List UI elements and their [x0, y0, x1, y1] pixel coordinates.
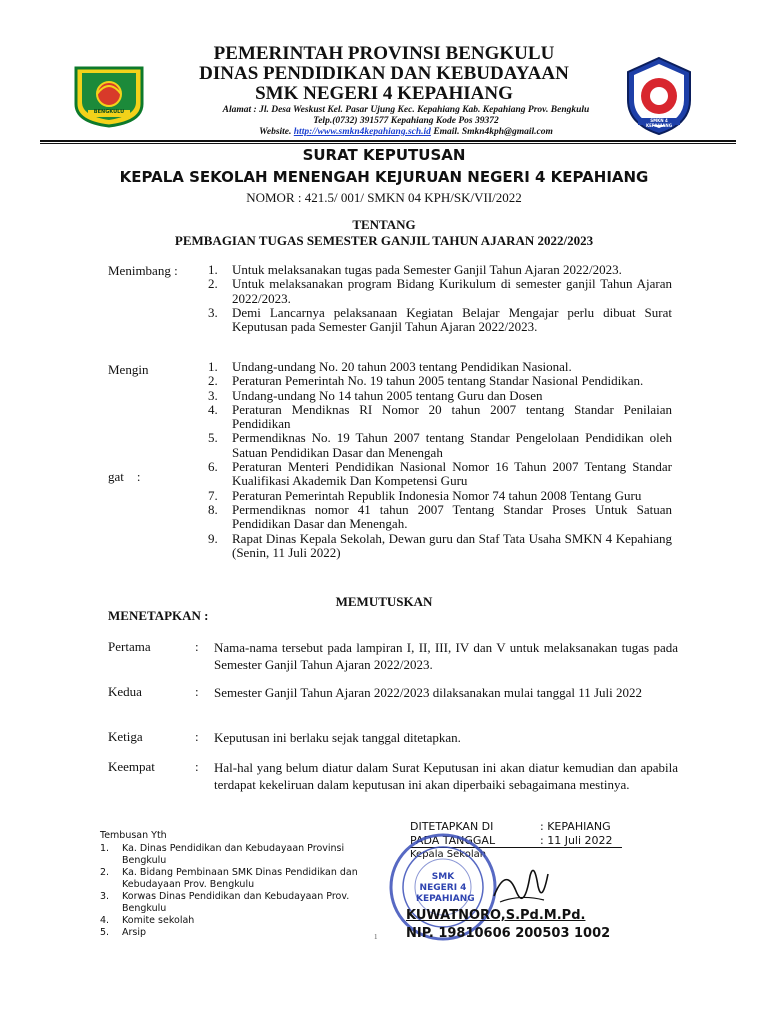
decision-4-label: Keempat — [108, 759, 155, 774]
decree-subtitle: KEPALA SEKOLAH MENENGAH KEJURUAN NEGERI 4 KEPAHIANG — [119, 168, 649, 186]
list-item: 9. Rapat Dinas Kepala Sekolah, Dewan guru dan Staf Tata Usaha SMKN 4 Kepahiang (Senin, 11 Juli 2022) — [208, 530, 672, 560]
list-item: 7. Peraturan Pemerintah Republik Indonesia Nomor 74 tahun 2008 Tentang Guru — [208, 487, 642, 503]
header-rule-thick — [40, 140, 736, 142]
decision-2-colon: : — [195, 684, 199, 699]
decision-4-text: Hal-hal yang belum diatur dalam Surat Keputusan ini akan diatur kemudian dan apabila terdapat kekeliruan dalam keputusan ini akan diperbaiki sebagaimana mestinya. — [214, 760, 678, 792]
memutuskan-heading: MEMUTUSKAN — [335, 594, 433, 609]
decision-4-colon: : — [195, 759, 199, 774]
decision-1-colon: : — [195, 639, 199, 654]
header-contact — [22, 127, 768, 137]
list-item: 2. Ka. Bidang Pembinaan SMK Dinas Pendidikan dan Kebudayaan Prov. Bengkulu — [100, 867, 358, 890]
decision-1-text: Nama-nama tersebut pada lampiran I, II, III, IV dan V untuk melaksanakan tugas pada Semester Ganjil Tahun Ajaran 2022/2023. — [214, 640, 678, 672]
school-logo-label: SMKN 4 KEPAHIANG — [645, 118, 673, 128]
tembusan-heading: Tembusan Yth — [100, 830, 167, 841]
website-label: Website. — [259, 127, 292, 137]
decision-2-text: Semester Ganjil Tahun Ajaran 2022/2023 dilaksanakan mulai tanggal 11 Juli 2022 — [214, 685, 643, 700]
decree-title: SURAT KEPUTUSAN — [302, 146, 466, 164]
decree-number: NOMOR : 421.5/ 001/ SMKN 04 KPH/SK/VII/2022 — [246, 190, 522, 205]
website-link[interactable]: http://www.smkn4kepahiang.sch.id — [293, 127, 431, 137]
list-item: 2. Untuk melaksanakan program Bidang Kurikulum di semester ganjil Tahun Ajaran 2022/2023. — [208, 276, 672, 306]
header-school: SMK NEGERI 4 KEPAHIANG — [255, 83, 513, 104]
signature-scribble — [486, 856, 556, 916]
header-department: DINAS PENDIDIKAN DAN KEBUDAYAAN — [199, 63, 569, 84]
page-number: 1 — [374, 933, 378, 941]
list-item: 1. Undang-undang No. 20 tahun 2003 tentang Pendidikan Nasional. — [208, 359, 572, 374]
tentang-heading: TENTANG — [352, 217, 416, 232]
list-item: 4. Komite sekolah — [100, 915, 195, 926]
list-item: 5. Arsip — [100, 927, 147, 938]
list-item: 3. Demi Lancarnya pelaksanaan Kegiatan Belajar Mengajar perlu dibuat Surat Keputusan pada Semester Ganjil Tahun Ajaran 2022/2023. — [208, 304, 672, 335]
mengingat-label-top: Mengin — [108, 362, 149, 377]
list-item: 1. Untuk melaksanakan tugas pada Semester Ganjil Tahun Ajaran 2022/2023. — [208, 262, 622, 277]
email-text: Email. Smkn4kph@gmail.com — [433, 127, 553, 137]
list-item: 6. Peraturan Menteri Pendidikan Nasional Nomor 16 Tahun 2007 Tentang Standar Kualifikasi Akademik Dan Kompetensi Guru — [208, 459, 672, 489]
mengingat-list — [208, 360, 672, 560]
header-phone: Telp.(0732) 391577 Kepahiang Kode Pos 39372 — [313, 116, 499, 126]
list-item: 8. Permendiknas nomor 41 tahun 2007 Tentang Standar Proses Untuk Satuan Pendidikan Dasar dan Menengah. — [208, 501, 672, 532]
header-address: Alamat : Jl. Desa Weskust Kel. Pasar Ujung Kec. Kepahiang Kab. Kepahiang Prov. Bengkulu — [222, 105, 590, 115]
list-item: 5. Permendiknas No. 19 Tahun 2007 tentang Standar Pengelolaan Pendidikan oleh Satuan Pendidikan Dasar dan Menengah — [208, 430, 672, 460]
province-logo-label: BENGKULU — [93, 109, 125, 115]
mengingat-label-bottom: gat : — [108, 469, 141, 484]
decision-2-label: Kedua — [108, 684, 142, 699]
list-item: 3. Korwas Dinas Pendidikan dan Kebudayaan Prov. Bengkulu — [100, 891, 350, 914]
decision-1-label: Pertama — [108, 639, 151, 654]
decision-3-colon: : — [195, 729, 199, 744]
ditetapkan-value: : KEPAHIANG — [540, 820, 611, 833]
tanggal-value: : 11 Juli 2022 — [540, 834, 613, 847]
signatory-nip: NIP. 19810606 200503 1002 — [406, 926, 611, 941]
header-rule-thin — [40, 143, 736, 144]
menetapkan-heading: MENETAPKAN : — [108, 608, 209, 623]
list-item: 2. Peraturan Pemerintah No. 19 tahun 2005 tentang Standar Nasional Pendidikan. — [208, 373, 644, 389]
menimbang-label: Menimbang : — [108, 263, 178, 278]
signatory-position: Kepala Sekolah — [410, 849, 487, 860]
list-item: 1. Ka. Dinas Pendidikan dan Kebudayaan Provinsi Bengkulu — [100, 843, 345, 866]
stamp-text: SMK NEGERI 4 KEPAHIANG — [416, 872, 475, 904]
list-item: 4. Peraturan Mendiknas RI Nomor 20 tahun 2007 tentang Standar Penilaian Pendidikan — [208, 401, 672, 432]
list-item: 3. Undang-undang No 14 tahun 2005 tentang Guru dan Dosen — [208, 387, 543, 403]
decision-3-label: Ketiga — [108, 729, 143, 744]
signatory-name: KUWATNORO,S.Pd.M.Pd. — [406, 908, 586, 923]
decision-3-text: Keputusan ini berlaku sejak tanggal ditetapkan. — [214, 730, 461, 745]
tembusan-list — [100, 843, 370, 939]
tanggal-label: PADA TANGGAL — [410, 834, 496, 847]
menimbang-list — [208, 263, 672, 334]
header-government: PEMERINTAH PROVINSI BENGKULU — [213, 43, 555, 64]
ditetapkan-label: DITETAPKAN DI — [410, 820, 494, 833]
decree-topic: PEMBAGIAN TUGAS SEMESTER GANJIL TAHUN AJARAN 2022/2023 — [174, 233, 594, 248]
